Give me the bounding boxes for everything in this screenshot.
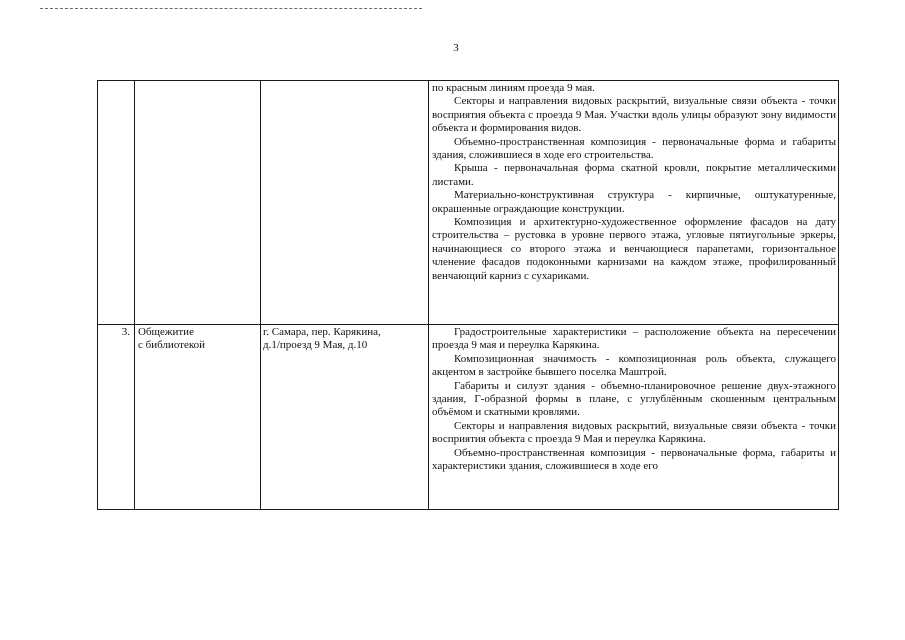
description-paragraph: Крыша - первоначальная форма скатной кровли, покрытие металлическими листами. bbox=[432, 162, 836, 188]
row-divider bbox=[98, 324, 838, 325]
object-address-line: д.1/проезд 9 Мая, д.10 bbox=[263, 339, 368, 352]
description-paragraph: Секторы и направления видовых раскрытий, визуальные связи объекта - точки восприятия объекта с проезда 9 Мая. Участки вдоль улицы образуют зону видимости объекта и формирования видов. bbox=[432, 95, 836, 135]
description-paragraph: Габариты и силуэт здания - объемно-планировочное решение двух-этажного здания, Г-образной формы в плане, с углублённым скошенным центральным объёмом и скатными кровлями. bbox=[432, 379, 836, 419]
description-paragraph: Композиция и архитектурно-художественное оформление фасадов на дату строительства – рустовка в уровне первого этажа, угловые пятиугольные эркеры, начинающиеся со второго этажа и венчающиеся парапетами, горизонтальное членение фасадов подоконными карнизами на каждом этаже, профилированный венчающий карниз с сухариками. bbox=[432, 216, 836, 282]
column-divider-name bbox=[260, 81, 261, 509]
description-paragraph: Объемно-пространственная композиция - первоначальные форма, габариты и характеристики здания, сложившиеся в ходе его bbox=[432, 446, 836, 473]
page-number: 3 bbox=[453, 42, 459, 54]
object-name bbox=[138, 326, 254, 353]
top-dashed-line bbox=[40, 8, 422, 9]
description-paragraph: по красным линиям проезда 9 мая. bbox=[432, 82, 595, 94]
description-paragraph: Объемно-пространственная композиция - первоначальные форма и габариты здания, сложившиеся в ходе его строительства. bbox=[432, 135, 836, 162]
continued-description bbox=[432, 82, 836, 283]
object-address bbox=[263, 326, 427, 353]
description-paragraph: Материально-конструктивная структура - кирпичные, оштукатуренные, окрашенные ограждающие конструкции. bbox=[432, 189, 836, 215]
description-paragraph: Композиционная значимость - композиционная роль объекта, служащего акцентом в застройке бывшего поселка Маштрой. bbox=[432, 352, 836, 379]
description-paragraph: Градостроительные характеристики – расположение объекта на пересечении проезда 9 мая и переулка Карякина. bbox=[432, 326, 836, 352]
object-name-line: с библиотекой bbox=[138, 339, 206, 352]
object-name-line: Общежитие bbox=[138, 326, 194, 338]
row-number: 3. bbox=[121, 326, 130, 338]
column-divider-number bbox=[134, 81, 135, 509]
object-description bbox=[432, 326, 836, 473]
column-divider-address bbox=[428, 81, 429, 509]
object-address-line: г. Самара, пер. Карякина, bbox=[263, 326, 381, 338]
description-paragraph: Секторы и направления видовых раскрытий, визуальные связи объекта - точки восприятия объекта с проезда 9 Мая и переулка Карякина. bbox=[432, 419, 836, 446]
